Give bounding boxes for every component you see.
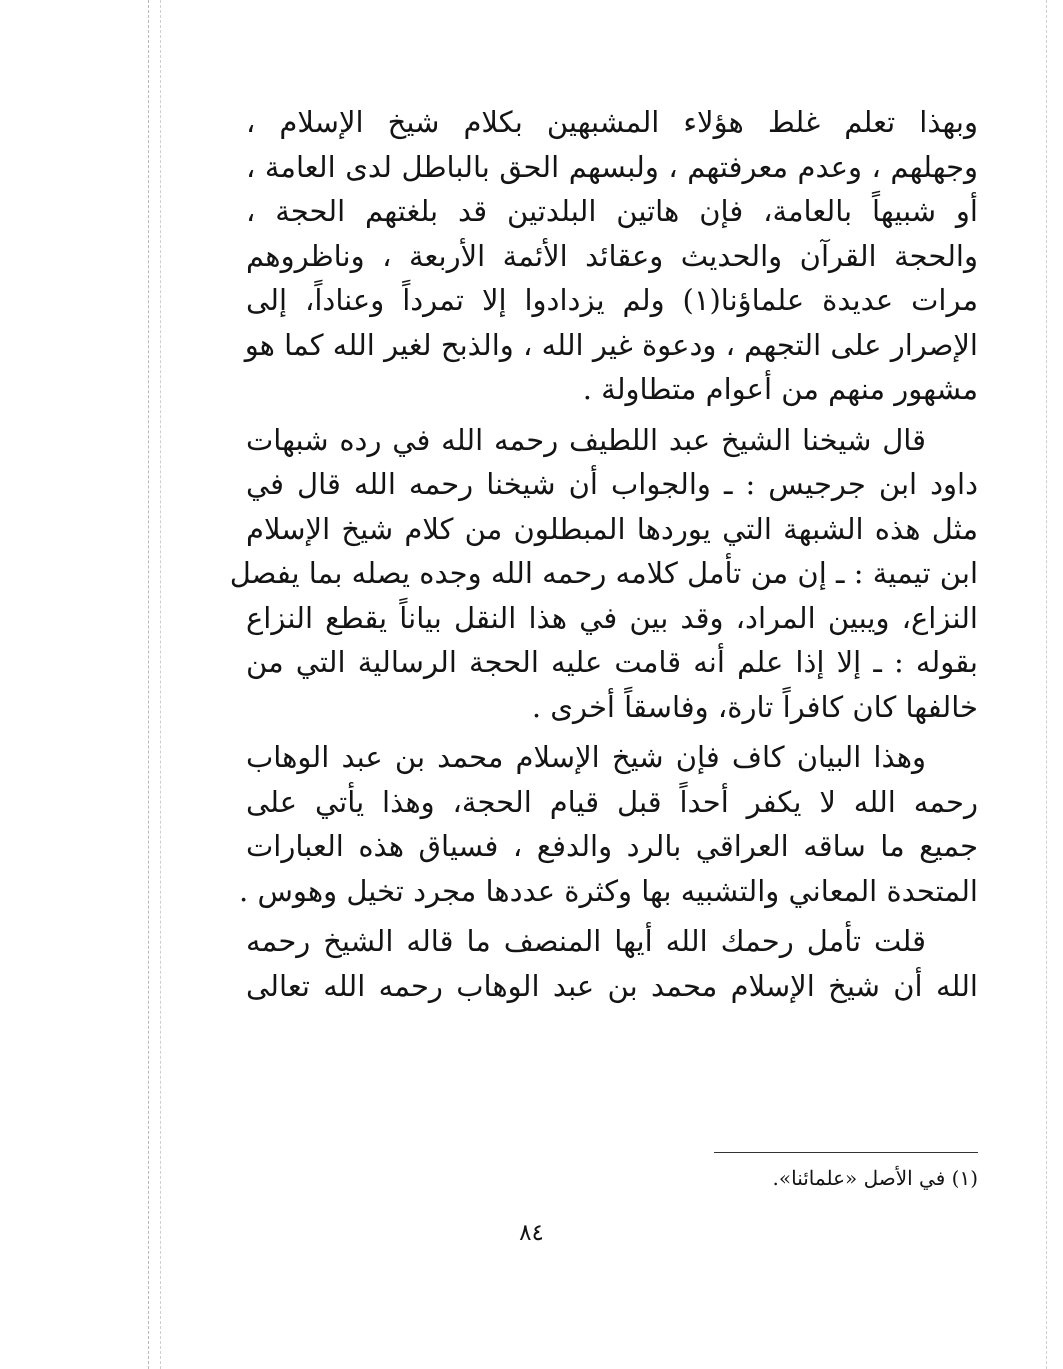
text-line: النزاع، ويبين المراد، وقد بين في هذا النقل بياناً يقطع النزاع — [246, 600, 978, 635]
text-line: والحجة القرآن والحديث وعقائد الأئمة الأربعة ، وناظروهم — [246, 238, 978, 273]
paragraph — [246, 100, 978, 412]
paragraph — [239, 735, 978, 913]
margin-fold-line — [1046, 0, 1047, 1369]
text-line: وجهلهم ، وعدم معرفتهم ، ولبسهم الحق بالباطل لدى العامة ، — [246, 149, 978, 184]
margin-fold-line — [160, 0, 161, 1369]
text-line: رحمه الله لا يكفر أحداً قبل قيام الحجة، وهذا يأتي على — [246, 784, 978, 819]
text-line: المتحدة المعاني والتشبيه بها وكثرة عددها مجرد تخيل وهوس . — [239, 873, 978, 908]
text-line: وبهذا تعلم غلط هؤلاء المشبهين بكلام شيخ الإسلام ، — [246, 105, 978, 139]
text-line: خالفها كان كافراً تارة، وفاسقاً أخرى . — [531, 689, 978, 724]
text-line: مثل هذه الشبهة التي يوردها المبطلون من كلام شيخ الإسلام — [246, 511, 978, 546]
text-line: جميع ما ساقه العراقي بالرد والدفع ، فسياق هذه العبارات — [246, 829, 978, 863]
text-line: قلت تأمل رحمك الله أيها المنصف ما قاله الشيخ رحمه — [246, 924, 926, 958]
footnote-separator — [714, 1152, 978, 1153]
text-line: داود ابن جرجيس : ـ والجواب أن شيخنا رحمه الله قال في — [246, 467, 978, 501]
paragraph — [246, 919, 978, 1008]
text-line: ابن تيمية : ـ إن من تأمل كلامه رحمه الله وجده يصله بما يفصل — [229, 556, 978, 590]
text-line: أو شبيهاً بالعامة، فإن هاتين البلدتين قد بلغتهم الحجة ، — [246, 194, 978, 228]
page-number: ٨٤ — [519, 1220, 544, 1246]
footnote: (١) في الأصل «علمائنا». — [772, 1166, 978, 1190]
text-line: الله أن شيخ الإسلام محمد بن عبد الوهاب رحمه الله تعالى — [246, 968, 978, 1003]
paragraph — [229, 418, 978, 730]
text-line: مرات عديدة علماؤنا(١) ولم يزدادوا إلا تمرداً وعناداً، إلى — [246, 283, 978, 317]
text-line: مشهور منهم من أعوام متطاولة . — [582, 372, 978, 406]
margin-fold-line — [148, 0, 149, 1369]
text-line: الإصرار على التجهم ، ودعوة غير الله ، والذبح لغير الله كما هو — [244, 327, 978, 362]
text-line: وهذا البيان كاف فإن شيخ الإسلام محمد بن عبد الوهاب — [246, 740, 926, 774]
text-line: بقوله : ـ إلا إذا علم أنه قامت عليه الحجة الرسالية التي من — [246, 645, 978, 679]
text-line: قال شيخنا الشيخ عبد اللطيف رحمه الله في رده شبهات — [246, 422, 926, 457]
page-body — [229, 100, 978, 1008]
